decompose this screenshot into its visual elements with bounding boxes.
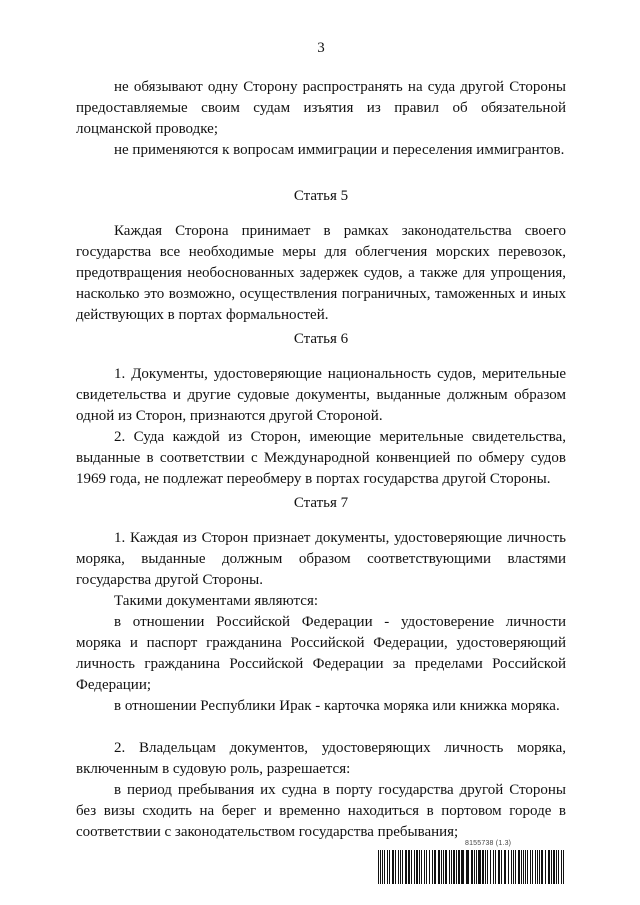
barcode-bar [493, 850, 494, 884]
barcode [378, 850, 566, 884]
document-code: 8155738 (1.3) [465, 840, 512, 847]
barcode-bar [389, 850, 390, 884]
barcode-bar [521, 850, 522, 884]
barcode-bar [476, 850, 477, 884]
barcode-bar [527, 850, 528, 884]
barcode-bar [382, 850, 383, 884]
barcode-bar [553, 850, 555, 884]
barcode-bar [504, 850, 506, 884]
barcode-bar [551, 850, 552, 884]
barcode-bar [456, 850, 457, 884]
barcode-bar [400, 850, 401, 884]
barcode-bar [541, 850, 543, 884]
barcode-bar [471, 850, 473, 884]
barcode-bar [545, 850, 546, 884]
barcode-bar [525, 850, 526, 884]
barcode-bar [434, 850, 436, 884]
barcode-bar [378, 850, 379, 884]
article-7-paragraph-3: 2. Владельцам документов, удостоверяющих личность моряка, включенным в судовую роль, разрешается: [76, 740, 566, 777]
barcode-bar [411, 850, 412, 884]
barcode-bar [490, 850, 491, 884]
article-7-paragraph-1: 1. Каждая из Сторон признает документы, удостоверяющие личность моряка, выданные должным образом соответствующими властями государства другой Стороны. [76, 530, 566, 588]
barcode-bar [402, 850, 403, 884]
barcode-bar [485, 850, 486, 884]
barcode-bar [537, 850, 538, 884]
barcode-bar [461, 850, 464, 884]
barcode-bar [387, 850, 388, 884]
barcode-bar [466, 850, 469, 884]
barcode-bar [487, 850, 488, 884]
barcode-bar [532, 850, 533, 884]
barcode-bar [561, 850, 562, 884]
article-5-heading: Статья 5 [293, 188, 349, 204]
barcode-bar [424, 850, 425, 884]
article-6-paragraph-2: 2. Суда каждой из Сторон, имеющие мерительные свидетельства, выданные в соответствии с Международной конвенцией по обмеру судов 1969 года, не подлежат переобмеру в портах государства другой Стороны. [76, 429, 566, 487]
barcode-bar [530, 850, 531, 884]
barcode-bar [498, 850, 500, 884]
barcode-bar [441, 850, 442, 884]
article-7-heading: Статья 7 [293, 495, 349, 511]
barcode-bar [429, 850, 430, 884]
barcode-bar [548, 850, 550, 884]
barcode-bar [511, 850, 512, 884]
article-6-paragraph-1: 1. Документы, удостоверяющие национальность судов, мерительные свидетельства и другие судовые документы, выданные должным образом одной из Сторон, признаются другой Стороной. [76, 366, 566, 424]
barcode-bar [453, 850, 455, 884]
barcode-bar [395, 850, 396, 884]
barcode-bar [523, 850, 524, 884]
barcode-bar [563, 850, 564, 884]
paragraph-pilotage-exemptions: не обязывают одну Сторону распространять на суда другой Стороны предоставляемые своим судам изъятия из правил об обязательной лоцманской проводке; [76, 79, 566, 137]
barcode-bar [451, 850, 452, 884]
article-7-paragraph-russia: в отношении Российской Федерации - удостоверение личности моряка и паспорт гражданина Российской Федерации, удостоверяющий личность гражданина Российской Федерации за пределами Российской Федерации; [76, 614, 566, 693]
barcode-bar [438, 850, 440, 884]
barcode-bar [508, 850, 509, 884]
barcode-bar [513, 850, 514, 884]
article-7-paragraph-2: Такими документами являются: [114, 593, 319, 609]
article-7-paragraph-4: в период пребывания их судна в порту государства другой Стороны без визы сходить на берег и временно находиться в портовом городе в соответствии с законодательством государства пребывания; [76, 782, 566, 840]
barcode-bar [421, 850, 422, 884]
barcode-bar [539, 850, 540, 884]
barcode-bar [432, 850, 433, 884]
barcode-bar [384, 850, 385, 884]
barcode-bar [419, 850, 420, 884]
barcode-bar [474, 850, 475, 884]
barcode-bar [392, 850, 394, 884]
barcode-bar [501, 850, 502, 884]
barcode-bar [398, 850, 399, 884]
article-7-paragraph-iraq: в отношении Республики Ирак - карточка моряка или книжка моряка. [114, 698, 560, 714]
barcode-bar [556, 850, 557, 884]
barcode-bar [445, 850, 447, 884]
barcode-bar [495, 850, 496, 884]
barcode-bar [405, 850, 407, 884]
barcode-bar [380, 850, 381, 884]
barcode-bar [426, 850, 427, 884]
article-5-paragraph: Каждая Сторона принимает в рамках законодательства своего государства все необходимые меры для облегчения морских перевозок, предотвращения необоснованных задержек судов, а также для упрощения, насколько это возможно, осуществления пограничных, таможенных и иных действующих в портах формальностей. [76, 223, 566, 323]
barcode-bar [449, 850, 450, 884]
barcode-bar [478, 850, 481, 884]
barcode-bar [558, 850, 559, 884]
barcode-bar [458, 850, 460, 884]
barcode-bar [518, 850, 520, 884]
barcode-bar [535, 850, 536, 884]
barcode-bar [443, 850, 444, 884]
article-6-heading: Статья 6 [293, 331, 349, 347]
barcode-bar [482, 850, 484, 884]
barcode-bar [416, 850, 418, 884]
barcode-bar [414, 850, 415, 884]
paragraph-immigration: не применяются к вопросам иммиграции и переселения иммигрантов. [114, 142, 565, 158]
barcode-bar [515, 850, 516, 884]
page-number: 3 [317, 40, 325, 56]
barcode-bar [408, 850, 410, 884]
